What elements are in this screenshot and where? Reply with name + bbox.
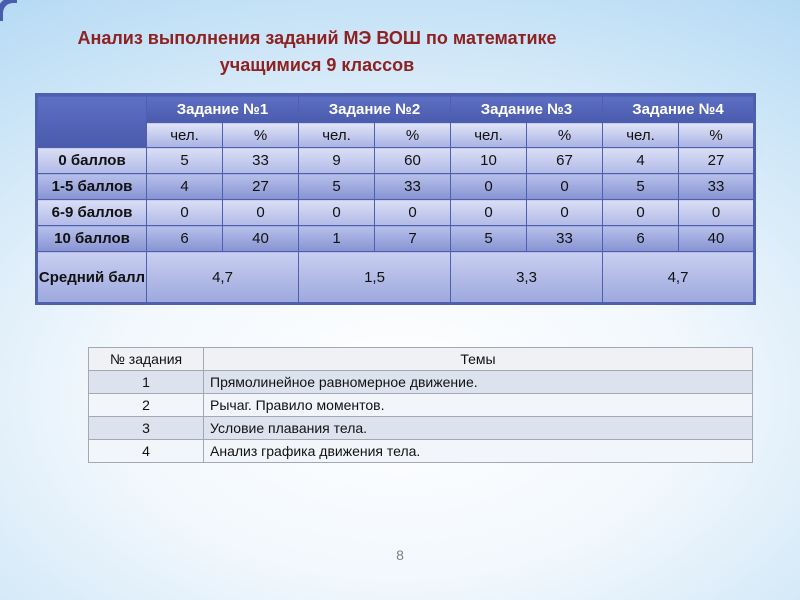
results-data-row xyxy=(37,174,755,200)
subheader-cell: чел. xyxy=(299,123,375,148)
slide-title xyxy=(0,25,634,79)
results-data-row xyxy=(37,226,755,252)
task-header-cell: Задание №1 xyxy=(147,95,299,123)
result-value-cell: 0 xyxy=(451,174,527,200)
result-value-cell: 0 xyxy=(451,200,527,226)
topics-row xyxy=(89,440,753,463)
subheader-cell: чел. xyxy=(603,123,679,148)
topics-row xyxy=(89,394,753,417)
topics-header-cell: № задания xyxy=(89,348,204,371)
topics-table-head xyxy=(89,348,753,371)
result-value-cell: 6 xyxy=(147,226,223,252)
topic-number: 4 xyxy=(89,440,204,463)
subheader-cell: % xyxy=(527,123,603,148)
result-value-cell: 0 xyxy=(147,200,223,226)
result-value-cell: 60 xyxy=(375,148,451,174)
topic-text: Условие плавания тела. xyxy=(204,417,753,440)
results-corner-cell xyxy=(37,95,147,148)
results-data-row xyxy=(37,200,755,226)
topic-number: 3 xyxy=(89,417,204,440)
results-table xyxy=(35,93,756,305)
score-range-label: 10 баллов xyxy=(37,226,147,252)
result-value-cell: 40 xyxy=(679,226,755,252)
result-value-cell: 0 xyxy=(527,174,603,200)
result-value-cell: 0 xyxy=(603,200,679,226)
slide-title-line2: учащимися 9 классов xyxy=(219,55,415,75)
subheader-cell: чел. xyxy=(147,123,223,148)
result-value-cell: 0 xyxy=(679,200,755,226)
result-value-cell: 7 xyxy=(375,226,451,252)
average-row-label: Средний балл xyxy=(37,252,147,304)
subheader-cell: % xyxy=(375,123,451,148)
result-value-cell: 5 xyxy=(147,148,223,174)
subheader-cell: чел. xyxy=(451,123,527,148)
result-value-cell: 33 xyxy=(375,174,451,200)
topic-text: Анализ графика движения тела. xyxy=(204,440,753,463)
result-value-cell: 1 xyxy=(299,226,375,252)
results-table-body xyxy=(37,148,755,304)
subheader-cell: % xyxy=(223,123,299,148)
result-value-cell: 0 xyxy=(375,200,451,226)
average-value-cell: 4,7 xyxy=(603,252,755,304)
topics-header-row xyxy=(89,348,753,371)
average-row xyxy=(37,252,755,304)
result-value-cell: 33 xyxy=(223,148,299,174)
average-value-cell: 1,5 xyxy=(299,252,451,304)
result-value-cell: 4 xyxy=(603,148,679,174)
corner-frame-decoration xyxy=(0,0,17,21)
subheader-cell: % xyxy=(679,123,755,148)
result-value-cell: 67 xyxy=(527,148,603,174)
topic-number: 1 xyxy=(89,371,204,394)
result-value-cell: 33 xyxy=(679,174,755,200)
result-value-cell: 33 xyxy=(527,226,603,252)
result-value-cell: 27 xyxy=(679,148,755,174)
results-table-head xyxy=(37,95,755,148)
topics-row xyxy=(89,417,753,440)
score-range-label: 0 баллов xyxy=(37,148,147,174)
result-value-cell: 0 xyxy=(299,200,375,226)
task-header-cell: Задание №4 xyxy=(603,95,755,123)
result-value-cell: 5 xyxy=(299,174,375,200)
result-value-cell: 5 xyxy=(603,174,679,200)
topic-number: 2 xyxy=(89,394,204,417)
task-header-cell: Задание №2 xyxy=(299,95,451,123)
score-range-label: 6-9 баллов xyxy=(37,200,147,226)
topic-text: Прямолинейное равномерное движение. xyxy=(204,371,753,394)
result-value-cell: 10 xyxy=(451,148,527,174)
result-value-cell: 9 xyxy=(299,148,375,174)
results-header-row xyxy=(37,95,755,123)
average-value-cell: 3,3 xyxy=(451,252,603,304)
score-range-label: 1-5 баллов xyxy=(37,174,147,200)
result-value-cell: 5 xyxy=(451,226,527,252)
topics-row xyxy=(89,371,753,394)
result-value-cell: 4 xyxy=(147,174,223,200)
results-data-row xyxy=(37,148,755,174)
topic-text: Рычаг. Правило моментов. xyxy=(204,394,753,417)
average-value-cell: 4,7 xyxy=(147,252,299,304)
result-value-cell: 27 xyxy=(223,174,299,200)
topics-table xyxy=(88,347,753,463)
result-value-cell: 40 xyxy=(223,226,299,252)
topics-table-body xyxy=(89,371,753,463)
result-value-cell: 0 xyxy=(527,200,603,226)
topics-header-cell: Темы xyxy=(204,348,753,371)
task-header-cell: Задание №3 xyxy=(451,95,603,123)
slide-title-line1: Анализ выполнения заданий МЭ ВОШ по математике xyxy=(77,28,557,48)
page-number: 8 xyxy=(396,547,404,563)
result-value-cell: 0 xyxy=(223,200,299,226)
result-value-cell: 6 xyxy=(603,226,679,252)
